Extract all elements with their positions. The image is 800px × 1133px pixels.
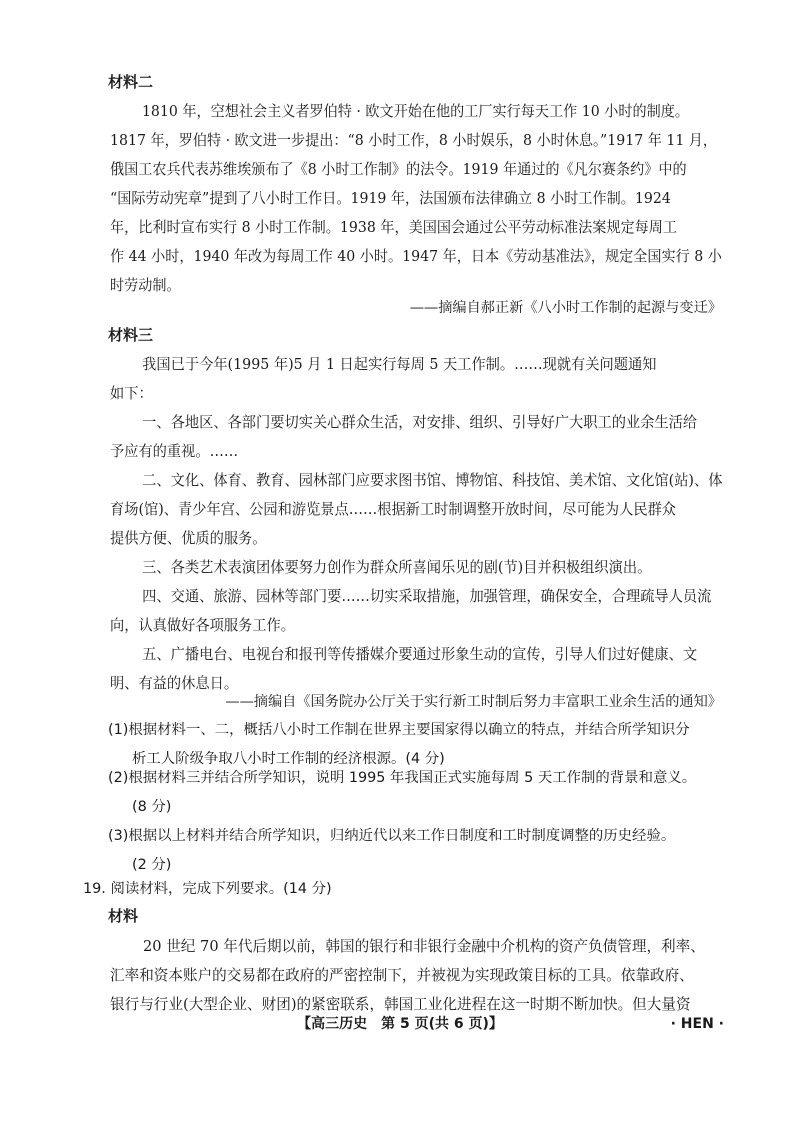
material3-heading: 材料三 [108,326,154,344]
question-line: (2 分) [132,857,172,873]
material3-line: 一、各地区、各部门要切实关心群众生活，对安排、组织、引导好广大职工的业余生活给 [142,414,698,431]
material3-line: 提供方便、优质的服务。 [110,530,267,547]
material3-line: 育场(馆)、青少年宫、公园和游览景点……根据新工时制调整开放时间，尽可能为人民群众 [110,501,677,518]
q19-line: 20 世纪 70 年代后期以前，韩国的银行和非银行金融中介机构的资产负债管理，利率、 [143,938,705,955]
question-19-material-heading: 材料 [108,907,139,925]
material2-line: 俄国工农兵代表苏维埃颁布了《8 小时工作制》的法令。1919 年通过的《凡尔赛条约》中的 [110,161,687,178]
material2-body [110,97,742,300]
question-line: (8 分) [132,799,172,815]
material3-source: ——摘编自《国务院办公厅关于实行新工时制后努力丰富职工业余生活的通知》 [225,694,722,710]
material2-line: “国际劳动宪章”提到了八小时工作日。1919 年，法国颁布法律确立 8 小时工作制。1924 [110,190,671,207]
material3-line: 明、有益的休息日。 [110,675,239,692]
material3-line: 予应有的重视。…… [110,443,239,460]
material2-heading: 材料二 [108,73,154,91]
material2-line: 时劳动制。 [110,277,181,294]
material2-source: ——摘编自郝正新《八小时工作制的起源与变迁》 [409,300,722,316]
material3-line: 如下： [110,385,153,402]
material3-line: 二、文化、体育、教育、园林部门应要求图书馆、博物馆、科技馆、美术馆、文化馆(站)、体 [142,472,723,489]
q19-line: 银行与行业(大型企业、财团)的紧密联系，韩国工业化进程在这一时期不断加快。但大量资 [110,996,691,1013]
material3-line: 向，认真做好各项服务工作。 [110,617,295,634]
material2-line: 作 44 小时，1940 年改为每周工作 40 小时。1947 年，日本《劳动基准法》，规定全国实行 8 小 [110,248,722,265]
question-2 [108,764,696,822]
question-3 [108,822,675,880]
material2-line: 年，比利时宣布实行 8 小时工作制。1938 年，美国国会通过公平劳动标准法案规定每周工 [110,219,677,236]
question-line: (2)根据材料三并结合所学知识，说明 1995 年我国正式实施每周 5 天工作制的背景和意义。 [108,770,697,786]
material2-line: 1810 年，空想社会主义者罗伯特 · 欧文开始在他的工厂实行每天工作 10 小时的制度。 [141,103,690,120]
material3-body [110,350,738,698]
question-line: 析工人阶级争取八小时工作制的经济根源。(4 分) [132,751,445,767]
footer-page-label: 【高三历史 第 5 页(共 6 页)】 [297,1016,503,1032]
material3-line: 四、交通、旅游、园林等部门要……切实采取措施，加强管理，确保安全，合理疏导人员流 [142,588,712,605]
q19-line: 汇率和资本账户的交易都在政府的严密控制下，并被视为实现政策目标的工具。依靠政府、 [110,967,694,984]
material2-line: 1817 年，罗伯特 · 欧文进一步提出：“8 小时工作，8 小时娱乐，8 小时休息。”1917 年 11 月， [110,132,718,149]
question-line: (1)根据材料一、二，概括八小时工作制在世界主要国家得以确立的特点，并结合所学知识分 [108,722,690,738]
material3-line: 三、各类艺术表演团体要努力创作为群众所喜闻乐见的剧(节)目并积极组织演出。 [142,559,652,576]
question-line: (3)根据以上材料并结合所学知识，归纳近代以来工作日制度和工时制度调整的历史经验。 [108,828,676,844]
material3-line: 五、广播电台、电视台和报刊等传播媒介要通过形象生动的宣传，引导人们过好健康、文 [142,646,698,663]
material3-line: 我国已于今年(1995 年)5 月 1 日起实行每周 5 天工作制。……现就有关问题通知 [142,356,657,373]
footer-code: · HEN · [670,1016,724,1032]
question-19-material-body [110,932,705,1019]
question-19-intro: 19. 阅读材料，完成下列要求。(14 分) [83,881,332,897]
